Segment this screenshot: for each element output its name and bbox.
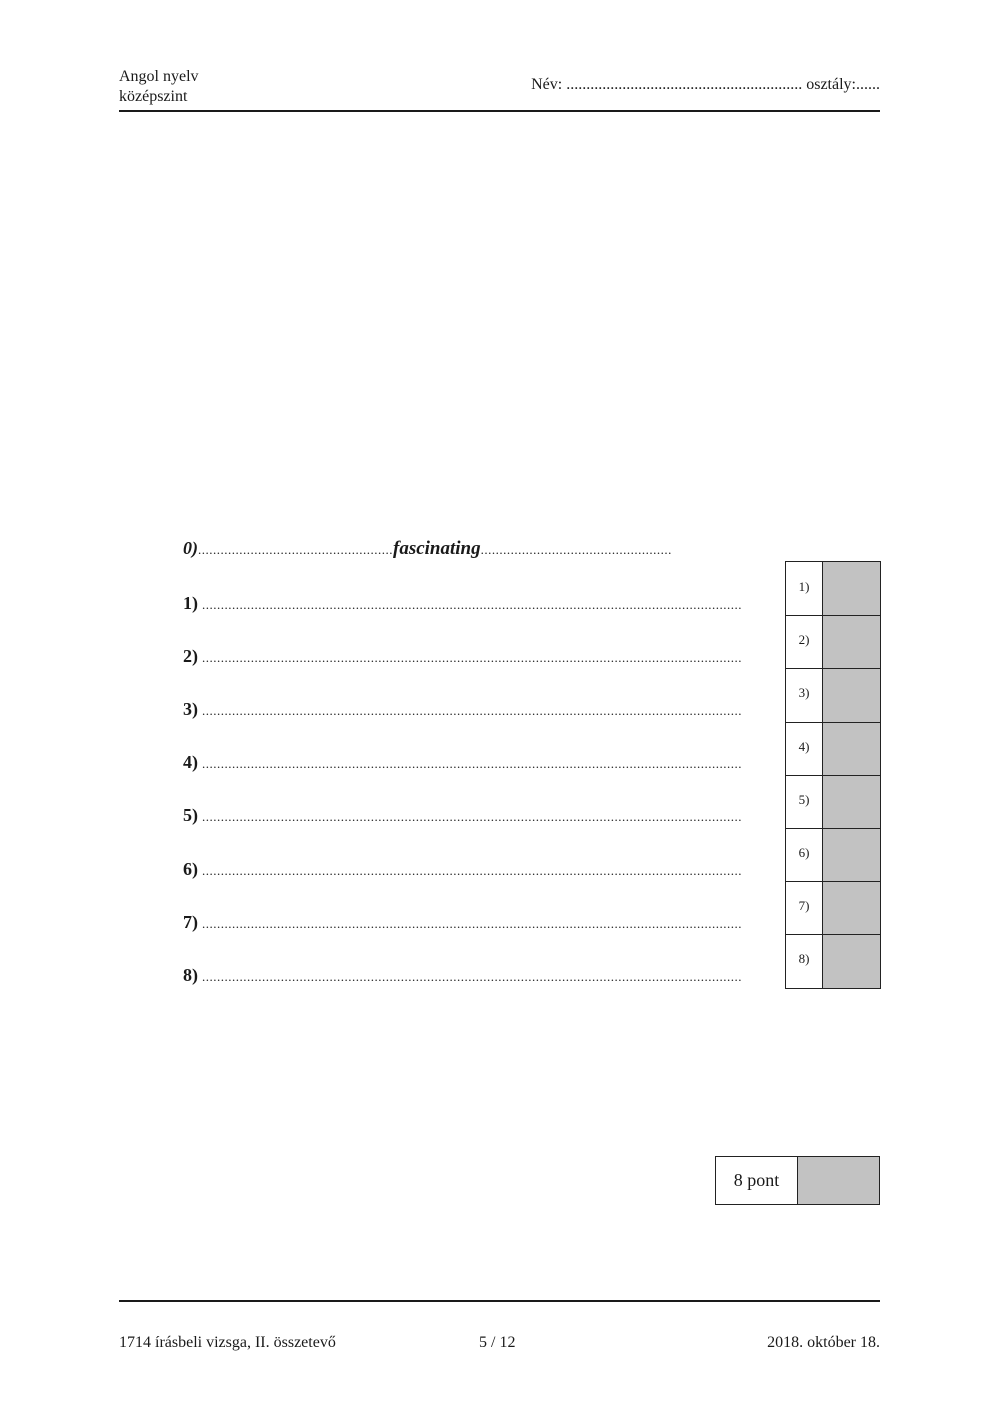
answer-dots: ................................................................................................................................................	[202, 916, 742, 931]
score-cell	[823, 935, 880, 987]
score-row-7	[786, 881, 880, 934]
score-grid	[785, 561, 881, 989]
score-label: 8)	[786, 935, 823, 987]
score-row-8	[786, 934, 880, 987]
answer-dots: ................................................................................................................................................	[202, 650, 742, 665]
score-row-3	[786, 668, 880, 721]
answer-number: 3)	[183, 699, 198, 719]
score-row-2	[786, 615, 880, 668]
answer-number: 1)	[183, 593, 198, 613]
answer-number: 4)	[183, 752, 198, 772]
example-number: 0)	[183, 538, 198, 558]
answer-number: 6)	[183, 859, 198, 879]
total-points-box	[715, 1156, 880, 1205]
exam-date: 2018. október 18.	[767, 1334, 880, 1351]
score-cell	[823, 562, 880, 615]
score-cell	[823, 776, 880, 828]
subject-language: Angol nyelv	[119, 68, 199, 85]
score-label: 4)	[786, 723, 823, 775]
answer-line-7[interactable]	[183, 909, 765, 935]
answer-number: 2)	[183, 646, 198, 666]
answer-line-5[interactable]	[183, 802, 765, 828]
answer-line-2[interactable]	[183, 643, 765, 669]
answer-number: 8)	[183, 965, 198, 985]
total-points-label: 8 pont	[716, 1157, 798, 1204]
answer-dots: ................................................................................................................................................	[202, 703, 742, 718]
example-dots-before: ....................................................	[198, 542, 393, 557]
answer-line-1[interactable]	[183, 590, 765, 616]
total-points-cell	[798, 1157, 879, 1204]
answer-line-6[interactable]	[183, 856, 765, 882]
answer-line-3[interactable]	[183, 696, 765, 722]
answer-dots: ................................................................................................................................................	[202, 809, 742, 824]
answer-number: 5)	[183, 805, 198, 825]
score-row-1	[786, 562, 880, 615]
score-cell	[823, 616, 880, 668]
exam-code: 1714 írásbeli vizsga, II. összetevő	[119, 1334, 336, 1351]
answer-dots: ................................................................................................................................................	[202, 969, 742, 984]
answer-line-8[interactable]	[183, 962, 765, 988]
score-label: 7)	[786, 882, 823, 934]
score-label: 6)	[786, 829, 823, 881]
student-name-field: Név: ........................................................... osztály:......	[531, 76, 880, 93]
score-row-4	[786, 722, 880, 775]
header-divider	[119, 110, 880, 112]
score-row-5	[786, 775, 880, 828]
answer-dots: ................................................................................................................................................	[202, 863, 742, 878]
score-cell	[823, 829, 880, 881]
answer-dots: ................................................................................................................................................	[202, 756, 742, 771]
footer-divider	[119, 1300, 880, 1302]
score-cell	[823, 669, 880, 721]
subject-level: középszint	[119, 88, 188, 105]
example-answer-line	[183, 535, 765, 561]
example-dots-after: ...................................................	[480, 542, 672, 557]
answer-dots: ................................................................................................................................................	[202, 597, 742, 612]
score-row-6	[786, 828, 880, 881]
page-number: 5 / 12	[479, 1334, 516, 1351]
score-cell	[823, 723, 880, 775]
answer-line-4[interactable]	[183, 749, 765, 775]
answer-number: 7)	[183, 912, 198, 932]
score-cell	[823, 882, 880, 934]
score-label: 3)	[786, 669, 823, 721]
subject-heading	[119, 67, 199, 107]
example-answer: fascinating	[393, 538, 481, 559]
score-label: 2)	[786, 616, 823, 668]
score-label: 5)	[786, 776, 823, 828]
score-label: 1)	[786, 562, 823, 615]
